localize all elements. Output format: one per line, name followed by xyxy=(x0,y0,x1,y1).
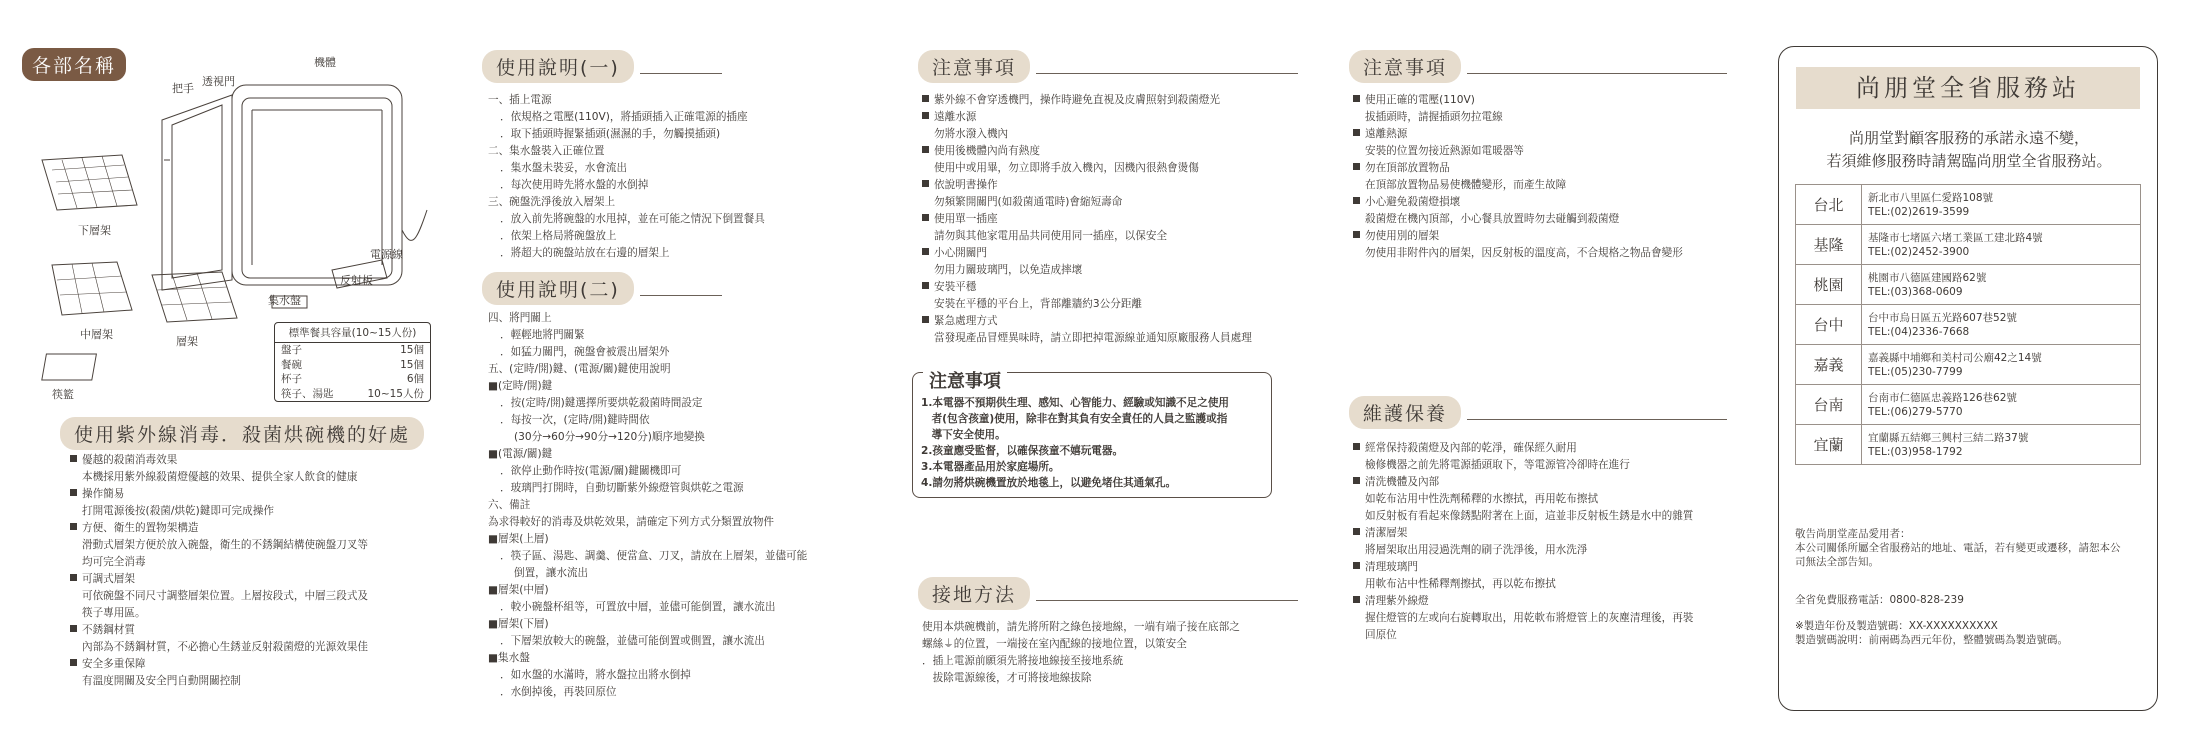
caution2-heading xyxy=(1349,50,1727,83)
caution2-item-text: 小心避免殺菌燈損壞 xyxy=(1365,196,1461,208)
caution-item xyxy=(922,177,1252,194)
station-city: 嘉義 xyxy=(1796,345,1862,385)
safety-warning-box xyxy=(912,372,1272,498)
label-door: 透視門 xyxy=(202,75,235,88)
bullet-icon xyxy=(70,489,77,496)
caution2-item xyxy=(1353,109,1683,126)
bullet-icon xyxy=(922,214,929,221)
station-tel: TEL:(04)2336-7668 xyxy=(1868,325,1970,338)
usage-list-1 xyxy=(488,92,765,262)
usage-line: ．取下插頭時握緊插頭(濕濕的手，勿觸摸插頭) xyxy=(500,128,721,140)
usage-line: ■(定時/開)鍵 xyxy=(488,380,553,392)
caution-heading xyxy=(918,50,1298,83)
warning-line: 3.本電器產品用於家庭場所。 xyxy=(921,461,1060,473)
label-reflector: 反射板 xyxy=(340,274,373,287)
maintenance-title: 維護保養 xyxy=(1349,396,1461,429)
caution2-list xyxy=(1353,92,1683,262)
caution-item-text: 勿將水潑入機內 xyxy=(934,128,1009,140)
usage-line: ．較小碗盤杯組等，可置放中層，並儘可能倒置，讓水流出 xyxy=(500,601,776,613)
grounding-line: ．插上電源前願須先將接地線接至接地系統 xyxy=(922,655,1124,667)
usage-line: ．每次使用時先將水盤的水倒掉 xyxy=(500,179,649,191)
maintenance-item xyxy=(1353,627,1693,644)
benefit-desc: 可依碗盤不同尺寸調整層架位置。上層按段式，中層三段式及 xyxy=(82,590,369,602)
benefit-title-text: 優越的殺菌消毒效果 xyxy=(82,454,178,466)
benefit-title xyxy=(70,622,368,639)
usage-line: ．集水盤未裝妥，水會流出 xyxy=(500,162,628,174)
usage-line: ．如猛力關門，碗盤會被震出層架外 xyxy=(500,346,670,358)
usage-line: ．按(定時/開)鍵選擇所要烘乾殺菌時間設定 xyxy=(500,397,703,409)
benefit-title xyxy=(70,571,368,588)
benefit-desc: 滑動式層架方便於放入碗盤，衛生的不銹鋼結構使碗盤刀叉等 xyxy=(82,539,369,551)
station-tel: TEL:(02)2452-3900 xyxy=(1868,245,1970,258)
caution-item xyxy=(922,194,1252,211)
station-address: 桃園市八德區建國路62號 xyxy=(1868,271,1987,284)
bullet-icon xyxy=(922,112,929,119)
maintenance-item xyxy=(1353,440,1693,457)
benefit-title xyxy=(70,520,368,537)
usage-column xyxy=(478,0,898,741)
usage-line: ■層架(中層) xyxy=(488,584,549,596)
maintenance-item xyxy=(1353,559,1693,576)
maintenance-item-text: 檢修機器之前先將電源插頭取下，等電源管冷卻時在進行 xyxy=(1365,459,1630,471)
bullet-icon xyxy=(1353,562,1360,569)
maintenance-item xyxy=(1353,542,1693,559)
maintenance-heading xyxy=(1349,396,1727,429)
caution-item xyxy=(922,211,1252,228)
station-info xyxy=(1862,225,2141,265)
station-address: 台中市烏日區五光路607巷52號 xyxy=(1868,311,2017,324)
station-address: 宜蘭縣五結鄉三興村三結二路37號 xyxy=(1868,431,2029,444)
station-city: 台中 xyxy=(1796,305,1862,345)
usage-list-2 xyxy=(488,310,807,701)
caution2-item xyxy=(1353,143,1683,160)
grounding-list xyxy=(922,619,1240,687)
usage-line: 三、碗盤洗淨後放入層架上 xyxy=(488,196,616,208)
caution2-item-text: 在頂部放置物品易使機體變形，而產生故障 xyxy=(1365,179,1567,191)
benefit-desc: 有溫度開關及安全門自動開關控制 xyxy=(82,675,241,687)
station-row xyxy=(1796,425,2141,465)
usage-line: ．依規格之電壓(110V)，將插頭插入正確電源的插座 xyxy=(500,111,748,123)
bullet-icon xyxy=(1353,197,1360,204)
caution-item-text: 勿頻繁開關門(如殺菌通電時)會縮短壽命 xyxy=(934,196,1123,208)
benefit-desc: 筷子專用區。 xyxy=(82,607,146,619)
usage-line: ．如水盤的水滿時，將水盤拉出將水倒掉 xyxy=(500,669,691,681)
caution2-item xyxy=(1353,177,1683,194)
usage-heading-1 xyxy=(482,50,722,83)
warning-line: 2.孩童應受監督，以確保孩童不嬉玩電器。 xyxy=(921,445,1124,457)
serial-text: ※製造年份及製造號碼：XX-XXXXXXXXXX 製造號碼說明：前兩碼為西元年份，整體號碼為製造號碼。 xyxy=(1795,620,2068,646)
station-info xyxy=(1862,345,2141,385)
bullet-icon xyxy=(70,659,77,666)
usage-line: 五、(定時/開)鍵、(電源/關)鍵使用說明 xyxy=(488,363,671,375)
station-city: 台北 xyxy=(1796,185,1862,225)
bullet-icon xyxy=(70,574,77,581)
parts-column xyxy=(22,0,452,741)
service-station-table xyxy=(1795,184,2141,465)
service-title: 尚朋堂全省服務站 xyxy=(1796,67,2140,109)
station-tel: TEL:(06)279-5770 xyxy=(1868,405,1963,418)
station-address: 新北市八里區仁愛路108號 xyxy=(1868,191,1994,204)
station-address: 台南市仁德區忠義路126巷62號 xyxy=(1868,391,2017,404)
usage-line: ．將超大的碗盤站放在右邊的層架上 xyxy=(500,247,670,259)
grounding-line: 螺絲⏚的位置，一端接在室內配線的接地位置，以策安全 xyxy=(922,638,1187,650)
maintenance-list xyxy=(1353,440,1693,644)
bullet-icon xyxy=(1353,528,1360,535)
station-row xyxy=(1796,265,2141,305)
caution2-title: 注意事項 xyxy=(1349,50,1461,83)
bullet-icon xyxy=(922,146,929,153)
notice-text: 敬告尚朋堂產品愛用者： 本公司關係所屬全省服務站的地址、電話，若有變更或遷移，請恕本公 司無法全部告知。 xyxy=(1795,528,2121,568)
maintenance-item xyxy=(1353,508,1693,525)
usage-line: ．每按一次，(定時/開)鍵時間依 xyxy=(500,414,650,426)
service-intro-2: 若須維修服務時請駕臨尚朋堂全省服務站。 xyxy=(1826,152,2112,170)
bullet-icon xyxy=(70,625,77,632)
station-tel: TEL:(05)230-7799 xyxy=(1868,365,1963,378)
bullet-icon xyxy=(1353,477,1360,484)
maintenance-item xyxy=(1353,576,1693,593)
station-tel: TEL:(02)2619-3599 xyxy=(1868,205,1970,218)
bullet-icon xyxy=(1353,95,1360,102)
caution-maintenance-column xyxy=(1345,0,1765,741)
grounding-title: 接地方法 xyxy=(918,577,1030,610)
caution-item xyxy=(922,143,1252,160)
station-info xyxy=(1862,185,2141,225)
caution-item xyxy=(922,245,1252,262)
caution-item-text: 小心開關門 xyxy=(934,247,987,259)
usage-line: ．放入前先將碗盤的水甩掉，並在可能之情況下倒置餐具 xyxy=(500,213,765,225)
bullet-icon xyxy=(922,180,929,187)
label-mid-rack: 中層架 xyxy=(80,328,113,341)
caution-item-text: 緊急處理方式 xyxy=(934,315,998,327)
warning-line: 導下安全使用。 xyxy=(921,429,1006,441)
maintenance-item xyxy=(1353,474,1693,491)
bullet-icon xyxy=(1353,443,1360,450)
maintenance-item-text: 如反射板有看起來像銹點附著在上面，這並非反射板生銹是水中的雜質 xyxy=(1365,510,1694,522)
station-address: 基隆市七堵區六堵工業區工建北路4號 xyxy=(1868,231,2043,244)
service-column xyxy=(1778,0,2190,741)
benefit-desc: 本機採用紫外線殺菌燈優越的效果、提供全家人飲食的健康 xyxy=(82,471,358,483)
usage-line: 二、集水盤裝入正確位置 xyxy=(488,145,605,157)
caution2-item xyxy=(1353,211,1683,228)
bullet-icon xyxy=(922,95,929,102)
grounding-line: 使用本烘碗機前，請先將所附之綠色接地線，一端有端子接在底部之 xyxy=(922,621,1240,633)
caution-item xyxy=(922,228,1252,245)
benefit-title-text: 不銹鋼材質 xyxy=(82,624,135,636)
maintenance-item-text: 回原位 xyxy=(1365,629,1397,641)
caution-item-text: 勿用力關玻璃門，以免造成摔壞 xyxy=(934,264,1083,276)
usage-line: ．下層架放較大的碗盤，並儘可能倒置或側置，讓水流出 xyxy=(500,635,765,647)
usage-line: 為求得較好的消毒及烘乾效果，請確定下列方式分類置放物件 xyxy=(488,516,775,528)
usage-line: 六、備註 xyxy=(488,499,531,511)
caution2-item-text: 安裝的位置勿接近熱源如電暖器等 xyxy=(1365,145,1524,157)
caution-item xyxy=(922,262,1252,279)
maintenance-item-text: 清理玻璃門 xyxy=(1365,561,1418,573)
usage-line: ．玻璃門打開時，自動切斷紫外線燈管與烘乾之電源 xyxy=(500,482,744,494)
usage-line: ．水倒掉後，再裝回原位 xyxy=(500,686,617,698)
usage-line: 四、將門關上 xyxy=(488,312,552,324)
grounding-line: 拔除電源線後，才可將接地線拔除 xyxy=(922,672,1092,684)
caution-item-text: 依說明書操作 xyxy=(934,179,998,191)
usage-line: (30分→60分→90分→120分)順序地變換 xyxy=(514,431,705,443)
caution2-item-text: 殺菌燈在機內頂部，小心餐具放置時勿去碰觸到殺菌燈 xyxy=(1365,213,1620,225)
maintenance-item xyxy=(1353,525,1693,542)
bullet-icon xyxy=(70,523,77,530)
usage-line: ．筷子區、湯匙、調羹、便當盒、刀叉，請放在上層架，並儘可能 xyxy=(500,550,808,562)
maintenance-item-text: 將層架取出用浸過洗劑的刷子洗淨後，用水洗淨 xyxy=(1365,544,1588,556)
station-tel: TEL:(03)958-1792 xyxy=(1868,445,1963,458)
capacity-box xyxy=(274,322,431,402)
maintenance-item-text: 用軟布沾中性稀釋劑擦拭，再以乾布擦拭 xyxy=(1365,578,1556,590)
caution-item xyxy=(922,330,1252,347)
station-tel: TEL:(03)368-0609 xyxy=(1868,285,1963,298)
station-row xyxy=(1796,185,2141,225)
benefit-title xyxy=(70,656,368,673)
label-basket: 筷籃 xyxy=(52,388,74,401)
caution-item xyxy=(922,126,1252,143)
maintenance-item-text: 清潔層架 xyxy=(1365,527,1408,539)
benefit-desc: 內部為不銹鋼材質，不必擔心生銹並反射殺菌燈的光源效果佳 xyxy=(82,641,369,653)
station-city: 基隆 xyxy=(1796,225,1862,265)
caution-title: 注意事項 xyxy=(918,50,1030,83)
capacity-title: 標準餐具容量(10~15人份) xyxy=(275,323,430,343)
bullet-icon xyxy=(70,455,77,462)
caution2-item xyxy=(1353,126,1683,143)
station-info xyxy=(1862,425,2141,465)
grounding-heading xyxy=(918,577,1298,610)
benefit-title xyxy=(70,452,368,469)
label-cord: 電源線 xyxy=(370,248,403,261)
station-city: 台南 xyxy=(1796,385,1862,425)
caution-item-text: 請勿與其他家電用品共同使用同一插座，以保安全 xyxy=(934,230,1168,242)
usage-line: ■(電源/關)鍵 xyxy=(488,448,553,460)
label-shelf: 層架 xyxy=(176,335,198,348)
caution-item xyxy=(922,313,1252,330)
station-city: 宜蘭 xyxy=(1796,425,1862,465)
bullet-icon xyxy=(1353,596,1360,603)
caution-item-text: 紫外線不會穿透機門，操作時避免直視及皮膚照射到殺菌燈光 xyxy=(934,94,1221,106)
label-drip-tray: 集水盤 xyxy=(268,294,301,307)
warning-line: 者(包含孩童)使用，除非在對其負有安全責任的人員之監護或指 xyxy=(921,413,1228,425)
service-intro-1: 尚朋堂對顧客服務的承諾永遠不變， xyxy=(1848,129,2089,147)
caution2-item xyxy=(1353,92,1683,109)
usage-line: ■層架(上層) xyxy=(488,533,549,545)
label-handle: 把手 xyxy=(172,82,194,95)
maintenance-item xyxy=(1353,457,1693,474)
safety-warning-text xyxy=(921,395,1229,491)
station-address: 嘉義縣中埔鄉和美村司公廟42之14號 xyxy=(1868,351,2042,364)
caution2-item xyxy=(1353,160,1683,177)
caution-item-text: 遠離水源 xyxy=(934,111,977,123)
usage-heading-2 xyxy=(482,272,722,305)
station-info xyxy=(1862,265,2141,305)
benefit-desc: 打開電源後按(殺菌/烘乾)鍵即可完成操作 xyxy=(82,505,274,517)
caution2-item-text: 勿使用非附件內的層架，因反射板的溫度高，不合規格之物品會變形 xyxy=(1365,247,1683,259)
capacity-row: 筷子、湯匙 10~15人份 xyxy=(281,387,424,400)
station-row xyxy=(1796,225,2141,265)
benefits-heading xyxy=(60,417,440,450)
caution2-item-text: 拔插頭時，請握插頭勿拉電線 xyxy=(1365,111,1503,123)
bullet-icon xyxy=(1353,129,1360,136)
benefit-desc: 均可完全消毒 xyxy=(82,556,146,568)
safety-warning-title: 注意事項 xyxy=(923,367,1007,393)
usage-title-1: 使用說明(一) xyxy=(482,50,634,83)
caution-item-text: 使用中或用畢，勿立即將手放入機內，因機內很熱會燙傷 xyxy=(934,162,1199,174)
parts-title: 各部名稱 xyxy=(22,48,126,81)
benefit-title-text: 操作簡易 xyxy=(82,488,125,500)
station-row xyxy=(1796,385,2141,425)
maintenance-item-text: 經常保持殺菌燈及內部的乾淨，確保經久耐用 xyxy=(1365,442,1577,454)
usage-line: ．輕輕地將門關緊 xyxy=(500,329,585,341)
capacity-row: 杯子 6個 xyxy=(281,373,424,385)
maintenance-item xyxy=(1353,491,1693,508)
hotline-text: 全省免費服務電話：0800-828-239 xyxy=(1795,594,1964,606)
station-info xyxy=(1862,305,2141,345)
capacity-row: 餐碗 15個 xyxy=(281,358,424,371)
caution-item xyxy=(922,279,1252,296)
benefit-title-text: 可調式層架 xyxy=(82,573,135,585)
caution2-item xyxy=(1353,194,1683,211)
maintenance-item xyxy=(1353,610,1693,627)
usage-line: ．依架上格局將碗盤放上 xyxy=(500,230,617,242)
benefit-title xyxy=(70,486,368,503)
caution2-item-text: 勿在頂部放置物品 xyxy=(1365,162,1450,174)
caution-item xyxy=(922,160,1252,177)
maintenance-item-text: 如乾布沾用中性洗劑稀釋的水擦拭，再用乾布擦拭 xyxy=(1365,493,1599,505)
usage-line: 倒置，讓水流出 xyxy=(514,567,589,579)
caution2-item-text: 遠離熱源 xyxy=(1365,128,1408,140)
caution-item-text: 安裝在平穩的平台上，背部離牆約3公分距離 xyxy=(934,298,1143,310)
bullet-icon xyxy=(922,248,929,255)
caution-item xyxy=(922,92,1252,109)
benefits-title: 使用紫外線消毒．殺菌烘碗機的好處 xyxy=(60,417,424,450)
caution-list xyxy=(922,92,1252,347)
bullet-icon xyxy=(1353,163,1360,170)
usage-line: 一、插上電源 xyxy=(488,94,552,106)
benefits-list xyxy=(70,452,368,690)
caution-item xyxy=(922,296,1252,313)
station-row xyxy=(1796,305,2141,345)
benefit-title-text: 安全多重保障 xyxy=(82,658,146,670)
usage-line: ■層架(下層) xyxy=(488,618,549,630)
capacity-row: 盤子 15個 xyxy=(281,344,424,356)
usage-line: ■集水盤 xyxy=(488,652,530,664)
usage-title-2: 使用說明(二) xyxy=(482,272,634,305)
caution2-item xyxy=(1353,245,1683,262)
maintenance-item-text: 握住燈管的左或向右旋轉取出，用乾軟布將燈管上的灰塵清理後，再裝 xyxy=(1365,612,1694,624)
label-lower-rack: 下層架 xyxy=(78,224,111,237)
service-box xyxy=(1778,46,2158,711)
caution2-item xyxy=(1353,228,1683,245)
usage-line: ．欲停止動作時按(電源/關)鍵關機即可 xyxy=(500,465,682,477)
caution2-item-text: 勿使用別的層架 xyxy=(1365,230,1440,242)
bullet-icon xyxy=(922,282,929,289)
station-city: 桃園 xyxy=(1796,265,1862,305)
bullet-icon xyxy=(1353,231,1360,238)
caution-item-text: 使用後機體內尚有熱度 xyxy=(934,145,1040,157)
label-body: 機體 xyxy=(314,56,336,69)
bullet-icon xyxy=(922,316,929,323)
caution-item-text: 安裝平穩 xyxy=(934,281,977,293)
caution-column xyxy=(912,0,1337,741)
caution-item-text: 使用單一插座 xyxy=(934,213,998,225)
warning-line: 1.本電器不預期供生理、感知、心智能力、經驗或知識不足之使用 xyxy=(921,397,1230,409)
warning-line: 4.請勿將烘碗機置放於地毯上，以避免堵住其通氣孔。 xyxy=(921,477,1177,489)
caution2-item-text: 使用正確的電壓(110V) xyxy=(1365,94,1475,106)
maintenance-item-text: 清洗機體及內部 xyxy=(1365,476,1440,488)
caution-item-text: 當發現產品冒煙異味時，請立即把掉電源線並通知原廠服務人員處理 xyxy=(934,332,1252,344)
benefit-title-text: 方便、衛生的置物架構造 xyxy=(82,522,199,534)
maintenance-item xyxy=(1353,593,1693,610)
station-info xyxy=(1862,385,2141,425)
maintenance-item-text: 清理紫外線燈 xyxy=(1365,595,1429,607)
caution-item xyxy=(922,109,1252,126)
station-row xyxy=(1796,345,2141,385)
